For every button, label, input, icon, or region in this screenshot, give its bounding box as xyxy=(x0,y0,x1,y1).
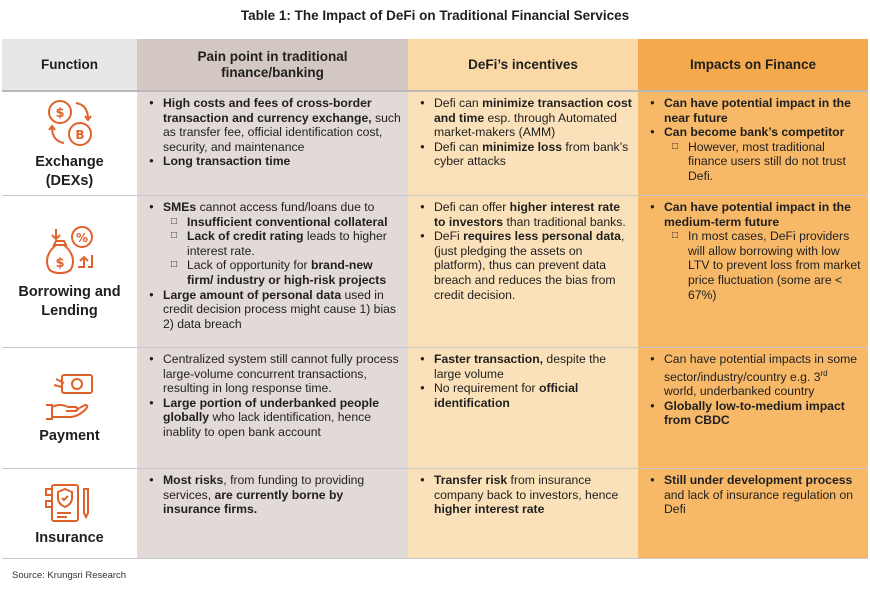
payment-impacts: ● Can have potential impacts in some sector/industry/country e.g. 3rd world, underbanked country ● Globally low-to-medium impact from CBDC xyxy=(638,348,868,469)
function-label: Payment xyxy=(39,427,100,444)
function-label: Borrowing and Lending xyxy=(18,283,121,319)
svg-text:%: % xyxy=(75,230,88,245)
insurance-impacts: ● Still under development process and lack of insurance regulation on Defi xyxy=(638,469,868,559)
borrowing-pain-point: ● SMEs cannot access fund/loans due to □ Insufficient conventional collateral □ Lack of credit rating leads to higher interest rate. □ Lack of opportunity for brand-new firm/ industry or high-risk projects ● Large amount of personal data used in credit decision process might cause 1) bias 2) data breach xyxy=(137,196,408,348)
header-incentives: DeFi’s incentives xyxy=(408,39,638,92)
insurance-pain-point: ● Most risks, from funding to providing services, are currently borne by insurance firms. xyxy=(137,469,408,559)
function-borrowing-lending xyxy=(2,196,137,348)
svg-text:B: B xyxy=(74,127,85,142)
insurance-incentives: ● Transfer risk from insurance company back to investors, hence higher interest rate xyxy=(408,469,638,559)
defi-impact-table xyxy=(2,39,868,559)
payment-pain-point: ● Centralized system still cannot fully process large-volume concurrent transactions, resulting in long response time. ● Large portion of underbanked people globally who lack identification, hence inablity to open bank account xyxy=(137,348,408,469)
payment-incentives: ● Faster transaction, despite the large volume ● No requirement for official identification xyxy=(408,348,638,469)
money-bag-percent-icon xyxy=(42,223,98,279)
svg-text:$: $ xyxy=(54,255,65,271)
exchange-pain-point: ● High costs and fees of cross-border transaction and currency exchange, such as transfer fee, official identification cost, security, and maintenance ● Long transaction time xyxy=(137,92,408,196)
hand-banknote-icon xyxy=(42,371,98,423)
source-note: Source: Krungsri Research xyxy=(12,570,127,581)
borrowing-impacts: ● Can have potential impact in the medium-term future □ In most cases, DeFi providers will allow borrowing with low LTV to prevent loss from market price fluctuation (some are < 67%) xyxy=(638,196,868,348)
function-insurance xyxy=(2,469,137,559)
header-pain-point: Pain point in traditional finance/banking xyxy=(137,39,408,92)
header-impacts: Impacts on Finance xyxy=(638,39,868,92)
function-payment xyxy=(2,348,137,469)
exchange-impacts: ● Can have potential impact in the near future ● Can become bank’s competitor □ However, most traditional finance users still do not trust Defi. xyxy=(638,92,868,196)
insurance-document-icon xyxy=(44,479,96,525)
header-function: Function xyxy=(2,39,137,92)
borrowing-incentives: ● Defi can offer higher interest rate to investors than traditional banks. ● DeFi requires less personal data, (just pledging the assets on platform), thus can prevent data breach and reduces the bias from credit decision. xyxy=(408,196,638,348)
coin-exchange-icon xyxy=(44,97,96,149)
svg-text:$: $ xyxy=(54,105,65,121)
function-label: Insurance xyxy=(35,530,104,546)
function-label: Exchange (DEXs) xyxy=(35,153,104,189)
function-exchange xyxy=(2,92,137,196)
table-title: Table 1: The Impact of DeFi on Traditional Financial Services xyxy=(240,8,630,23)
exchange-incentives: ● Defi can minimize transaction cost and time esp. through Automated market-makers (AMM) ● Defi can minimize loss from bank’s cyber attacks xyxy=(408,92,638,196)
